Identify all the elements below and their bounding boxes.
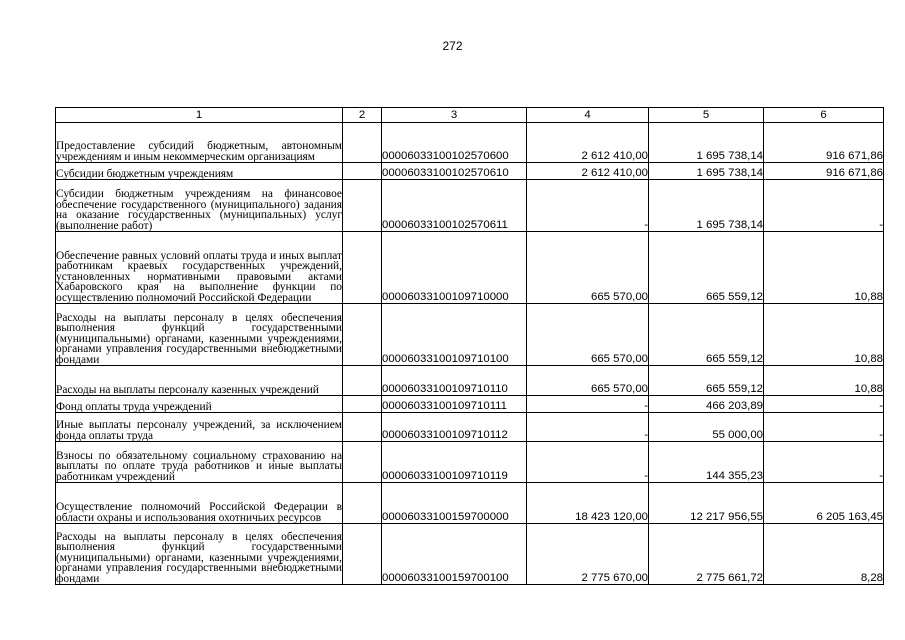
table-row bbox=[56, 483, 884, 524]
row-code: 00006033100109710100 bbox=[382, 304, 527, 366]
row-col5: 1 695 738,14 bbox=[649, 123, 764, 163]
table-body bbox=[56, 123, 884, 585]
row-name: Субсидии бюджетным учреждениям bbox=[56, 163, 343, 180]
row-col6: 10,88 bbox=[764, 232, 884, 304]
row-name: Иные выплаты персоналу учреждений, за исключением фонда оплаты труда bbox=[56, 413, 343, 442]
row-col4: 665 570,00 bbox=[527, 232, 649, 304]
row-col6: 8,28 bbox=[764, 524, 884, 585]
row-col6: 916 671,86 bbox=[764, 123, 884, 163]
row-col6: - bbox=[764, 442, 884, 483]
row-col2 bbox=[343, 483, 382, 524]
row-code: 00006033100159700000 bbox=[382, 483, 527, 524]
row-col5: 1 695 738,14 bbox=[649, 180, 764, 232]
header-row bbox=[56, 108, 884, 123]
table-row bbox=[56, 232, 884, 304]
row-col6: 10,88 bbox=[764, 304, 884, 366]
row-name: Расходы на выплаты персоналу казенных учреждений bbox=[56, 366, 343, 396]
row-col2 bbox=[343, 123, 382, 163]
row-col6: - bbox=[764, 413, 884, 442]
row-name: Фонд оплаты труда учреждений bbox=[56, 396, 343, 413]
row-code: 00006033100109710110 bbox=[382, 366, 527, 396]
row-name: Обеспечение равных условий оплаты труда и иных выплат работникам краевых государственных учреждений, установленных нормативными правовыми актами Хабаровского края на выполнение функции по осуществлению полномочий Российской Федерации bbox=[56, 232, 343, 304]
row-col4: - bbox=[527, 180, 649, 232]
row-col2 bbox=[343, 366, 382, 396]
row-code: 00006033100102570611 bbox=[382, 180, 527, 232]
row-col5: 55 000,00 bbox=[649, 413, 764, 442]
table-row bbox=[56, 524, 884, 585]
row-code: 00006033100109710119 bbox=[382, 442, 527, 483]
table-row bbox=[56, 413, 884, 442]
row-col5: 466 203,89 bbox=[649, 396, 764, 413]
row-col2 bbox=[343, 413, 382, 442]
table-header bbox=[56, 108, 884, 123]
row-col6: - bbox=[764, 396, 884, 413]
row-col6: 6 205 163,45 bbox=[764, 483, 884, 524]
row-col4: 2 612 410,00 bbox=[527, 163, 649, 180]
row-col4: 2 775 670,00 bbox=[527, 524, 649, 585]
row-name: Расходы на выплаты персоналу в целях обеспечения выполнения функций государственными (муниципальными) органами, казенными учреждениями, органами управления государственными внебюджетными фондами bbox=[56, 524, 343, 585]
row-col2 bbox=[343, 304, 382, 366]
row-col5: 12 217 956,55 bbox=[649, 483, 764, 524]
row-col6: 916 671,86 bbox=[764, 163, 884, 180]
column-header-2: 2 bbox=[343, 108, 382, 123]
table-row bbox=[56, 180, 884, 232]
row-col2 bbox=[343, 524, 382, 585]
row-col2 bbox=[343, 232, 382, 304]
row-col6: - bbox=[764, 180, 884, 232]
row-col5: 144 355,23 bbox=[649, 442, 764, 483]
column-header-6: 6 bbox=[764, 108, 884, 123]
table-row bbox=[56, 163, 884, 180]
row-code: 00006033100109710111 bbox=[382, 396, 527, 413]
row-name: Осуществление полномочий Российской Федерации в области охраны и использования охотничьих ресурсов bbox=[56, 483, 343, 524]
row-name: Предоставление субсидий бюджетным, автономным учреждениям и иным некоммерческим организациям bbox=[56, 123, 343, 163]
column-header-3: 3 bbox=[382, 108, 527, 123]
row-code: 00006033100102570610 bbox=[382, 163, 527, 180]
row-col4: 2 612 410,00 bbox=[527, 123, 649, 163]
row-col5: 2 775 661,72 bbox=[649, 524, 764, 585]
table-row bbox=[56, 396, 884, 413]
row-col4: - bbox=[527, 413, 649, 442]
row-code: 00006033100159700100 bbox=[382, 524, 527, 585]
row-col2 bbox=[343, 396, 382, 413]
row-name: Субсидии бюджетным учреждениям на финансовое обеспечение государственного (муниципального) задания на оказание государственных (муниципальных) услуг (выполнение работ) bbox=[56, 180, 343, 232]
row-col2 bbox=[343, 180, 382, 232]
row-col4: 665 570,00 bbox=[527, 366, 649, 396]
row-col2 bbox=[343, 442, 382, 483]
row-code: 00006033100109710112 bbox=[382, 413, 527, 442]
row-col5: 665 559,12 bbox=[649, 232, 764, 304]
row-col6: 10,88 bbox=[764, 366, 884, 396]
row-name: Взносы по обязательному социальному страхованию на выплаты по оплате труда работников и иные выплаты работникам учреждений bbox=[56, 442, 343, 483]
row-col4: 665 570,00 bbox=[527, 304, 649, 366]
row-col5: 1 695 738,14 bbox=[649, 163, 764, 180]
row-col4: - bbox=[527, 396, 649, 413]
table-row bbox=[56, 442, 884, 483]
table-row bbox=[56, 304, 884, 366]
budget-table bbox=[55, 107, 884, 585]
column-header-5: 5 bbox=[649, 108, 764, 123]
row-col2 bbox=[343, 163, 382, 180]
row-code: 00006033100109710000 bbox=[382, 232, 527, 304]
table-row bbox=[56, 123, 884, 163]
table-row bbox=[56, 366, 884, 396]
row-col4: 18 423 120,00 bbox=[527, 483, 649, 524]
row-col4: - bbox=[527, 442, 649, 483]
column-header-1: 1 bbox=[56, 108, 343, 123]
row-name: Расходы на выплаты персоналу в целях обеспечения выполнения функций государственными (муниципальными) органами, казенными учреждениями, органами управления государственными внебюджетными фондами bbox=[56, 304, 343, 366]
row-col5: 665 559,12 bbox=[649, 304, 764, 366]
page-number: 272 bbox=[442, 39, 463, 53]
row-col5: 665 559,12 bbox=[649, 366, 764, 396]
column-header-4: 4 bbox=[527, 108, 649, 123]
row-code: 00006033100102570600 bbox=[382, 123, 527, 163]
